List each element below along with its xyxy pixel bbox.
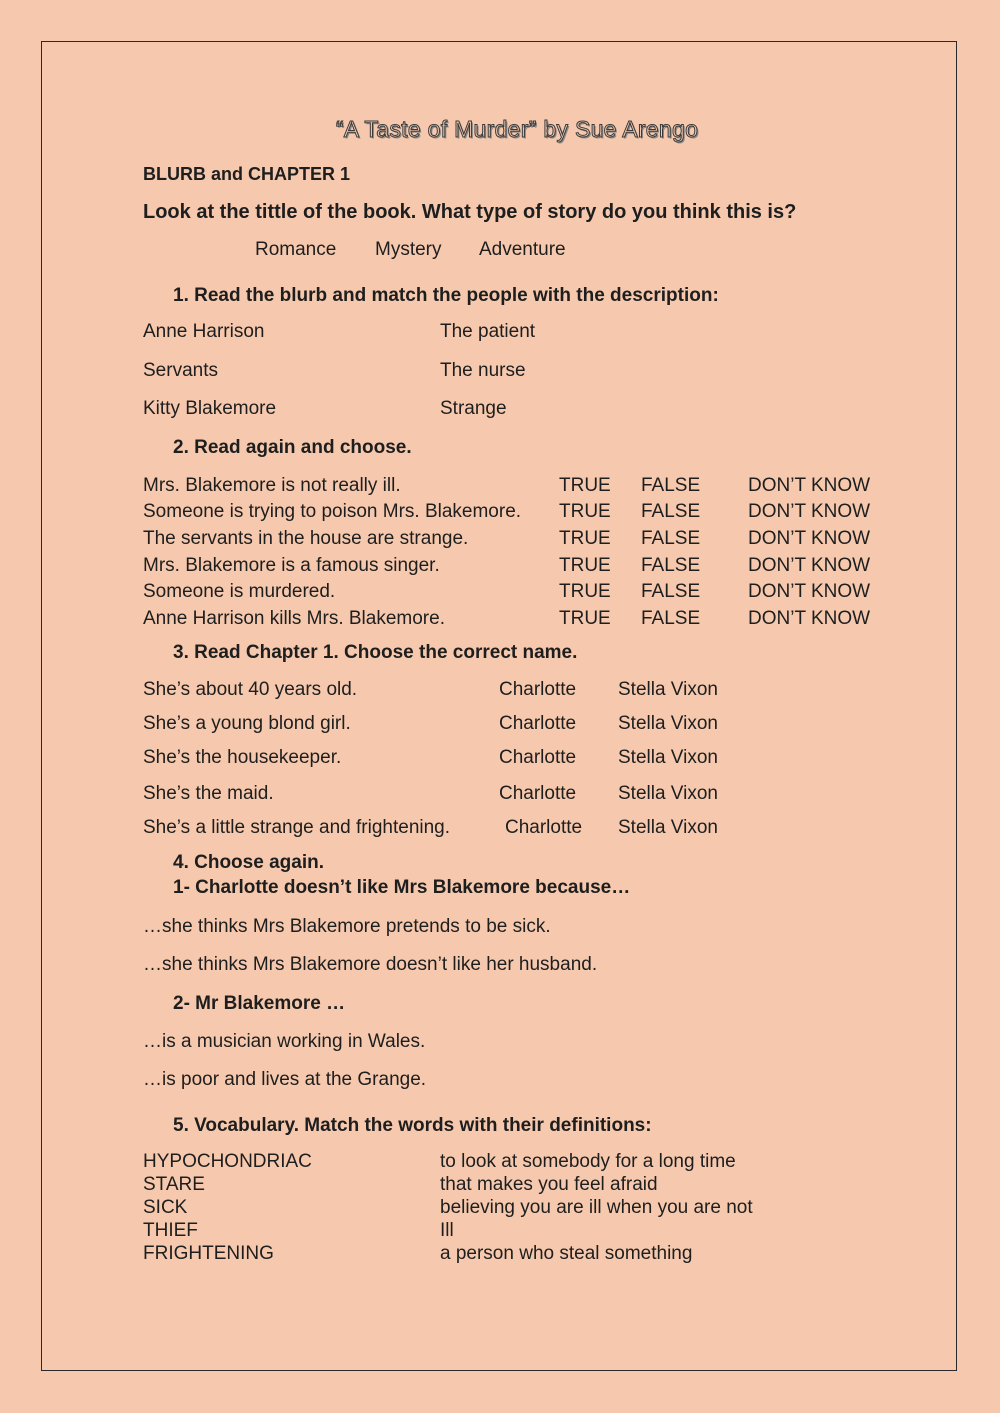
exercise-4-heading: 4. Choose again. (173, 852, 324, 873)
vocab-definition[interactable]: that makes you feel afraid (440, 1174, 658, 1195)
dont-know-option[interactable]: DON’T KNOW (748, 581, 871, 602)
name-option-charlotte[interactable]: Charlotte (499, 713, 577, 734)
name-statement: She’s a little strange and frightening. (143, 817, 451, 838)
false-option[interactable]: FALSE (641, 581, 701, 602)
false-option[interactable]: FALSE (641, 608, 701, 629)
tf-statement: The servants in the house are strange. (143, 528, 469, 549)
name-statement: She’s the housekeeper. (143, 747, 342, 768)
name-option-stella[interactable]: Stella Vixon (618, 747, 718, 768)
vocab-definition[interactable]: to look at somebody for a long time (440, 1151, 736, 1172)
answer-option[interactable]: …is a musician working in Wales. (143, 1031, 426, 1052)
vocab-word[interactable]: FRIGHTENING (143, 1243, 274, 1264)
name-option-stella[interactable]: Stella Vixon (618, 783, 718, 804)
match-description[interactable]: The patient (440, 321, 536, 342)
name-option-charlotte[interactable]: Charlotte (499, 783, 577, 804)
name-option-stella[interactable]: Stella Vixon (618, 679, 718, 700)
story-type-option[interactable]: Mystery (375, 239, 442, 260)
dont-know-option[interactable]: DON’T KNOW (748, 475, 871, 496)
intro-question: Look at the tittle of the book. What type of story do you think this is? (143, 201, 797, 223)
name-option-charlotte[interactable]: Charlotte (499, 679, 577, 700)
worksheet-title: “A Taste of Murder” by Sue Arengo (335, 116, 699, 142)
vocab-definition[interactable]: a person who steal something (440, 1243, 693, 1264)
exercise-5-heading: 5. Vocabulary. Match the words with their definitions: (173, 1115, 652, 1136)
tf-statement: Someone is trying to poison Mrs. Blakemore. (143, 501, 522, 522)
tf-statement: Someone is murdered. (143, 581, 336, 602)
name-option-charlotte[interactable]: Charlotte (505, 817, 583, 838)
dont-know-option[interactable]: DON’T KNOW (748, 608, 871, 629)
exercise-2-heading: 2. Read again and choose. (173, 437, 412, 458)
name-statement: She’s a young blond girl. (143, 713, 351, 734)
story-type-option[interactable]: Adventure (479, 239, 566, 260)
name-option-stella[interactable]: Stella Vixon (618, 817, 718, 838)
exercise-1-heading: 1. Read the blurb and match the people with the description: (173, 285, 719, 306)
true-option[interactable]: TRUE (559, 528, 611, 549)
false-option[interactable]: FALSE (641, 555, 701, 576)
true-option[interactable]: TRUE (559, 608, 611, 629)
false-option[interactable]: FALSE (641, 501, 701, 522)
name-option-charlotte[interactable]: Charlotte (499, 747, 577, 768)
true-option[interactable]: TRUE (559, 555, 611, 576)
dont-know-option[interactable]: DON’T KNOW (748, 528, 871, 549)
exercise-4-question-2: 2- Mr Blakemore … (173, 993, 346, 1014)
name-option-stella[interactable]: Stella Vixon (618, 713, 718, 734)
answer-option[interactable]: …she thinks Mrs Blakemore pretends to be sick. (143, 916, 551, 937)
match-person[interactable]: Anne Harrison (143, 321, 265, 342)
false-option[interactable]: FALSE (641, 528, 701, 549)
name-statement: She’s about 40 years old. (143, 679, 358, 700)
section-subtitle: BLURB and CHAPTER 1 (143, 164, 351, 184)
dont-know-option[interactable]: DON’T KNOW (748, 501, 871, 522)
tf-statement: Mrs. Blakemore is not really ill. (143, 475, 401, 496)
exercise-3-heading: 3. Read Chapter 1. Choose the correct name. (173, 642, 578, 663)
true-option[interactable]: TRUE (559, 581, 611, 602)
match-description[interactable]: Strange (440, 398, 507, 419)
tf-statement: Mrs. Blakemore is a famous singer. (143, 555, 440, 576)
tf-statement: Anne Harrison kills Mrs. Blakemore. (143, 608, 445, 629)
false-option[interactable]: FALSE (641, 475, 701, 496)
vocab-word[interactable]: THIEF (143, 1220, 198, 1241)
dont-know-option[interactable]: DON’T KNOW (748, 555, 871, 576)
true-option[interactable]: TRUE (559, 475, 611, 496)
vocab-definition[interactable]: believing you are ill when you are not (440, 1197, 753, 1218)
answer-option[interactable]: …is poor and lives at the Grange. (143, 1069, 427, 1090)
match-person[interactable]: Servants (143, 360, 218, 381)
exercise-4-question-1: 1- Charlotte doesn’t like Mrs Blakemore because… (173, 877, 631, 898)
vocab-word[interactable]: STARE (143, 1174, 205, 1195)
match-person[interactable]: Kitty Blakemore (143, 398, 277, 419)
name-statement: She’s the maid. (143, 783, 274, 804)
answer-option[interactable]: …she thinks Mrs Blakemore doesn’t like her husband. (143, 954, 598, 975)
vocab-word[interactable]: SICK (143, 1197, 188, 1218)
true-option[interactable]: TRUE (559, 501, 611, 522)
story-type-option[interactable]: Romance (255, 239, 337, 260)
match-description[interactable]: The nurse (440, 360, 526, 381)
vocab-definition[interactable]: Ill (440, 1220, 454, 1241)
vocab-word[interactable]: HYPOCHONDRIAC (143, 1151, 312, 1172)
